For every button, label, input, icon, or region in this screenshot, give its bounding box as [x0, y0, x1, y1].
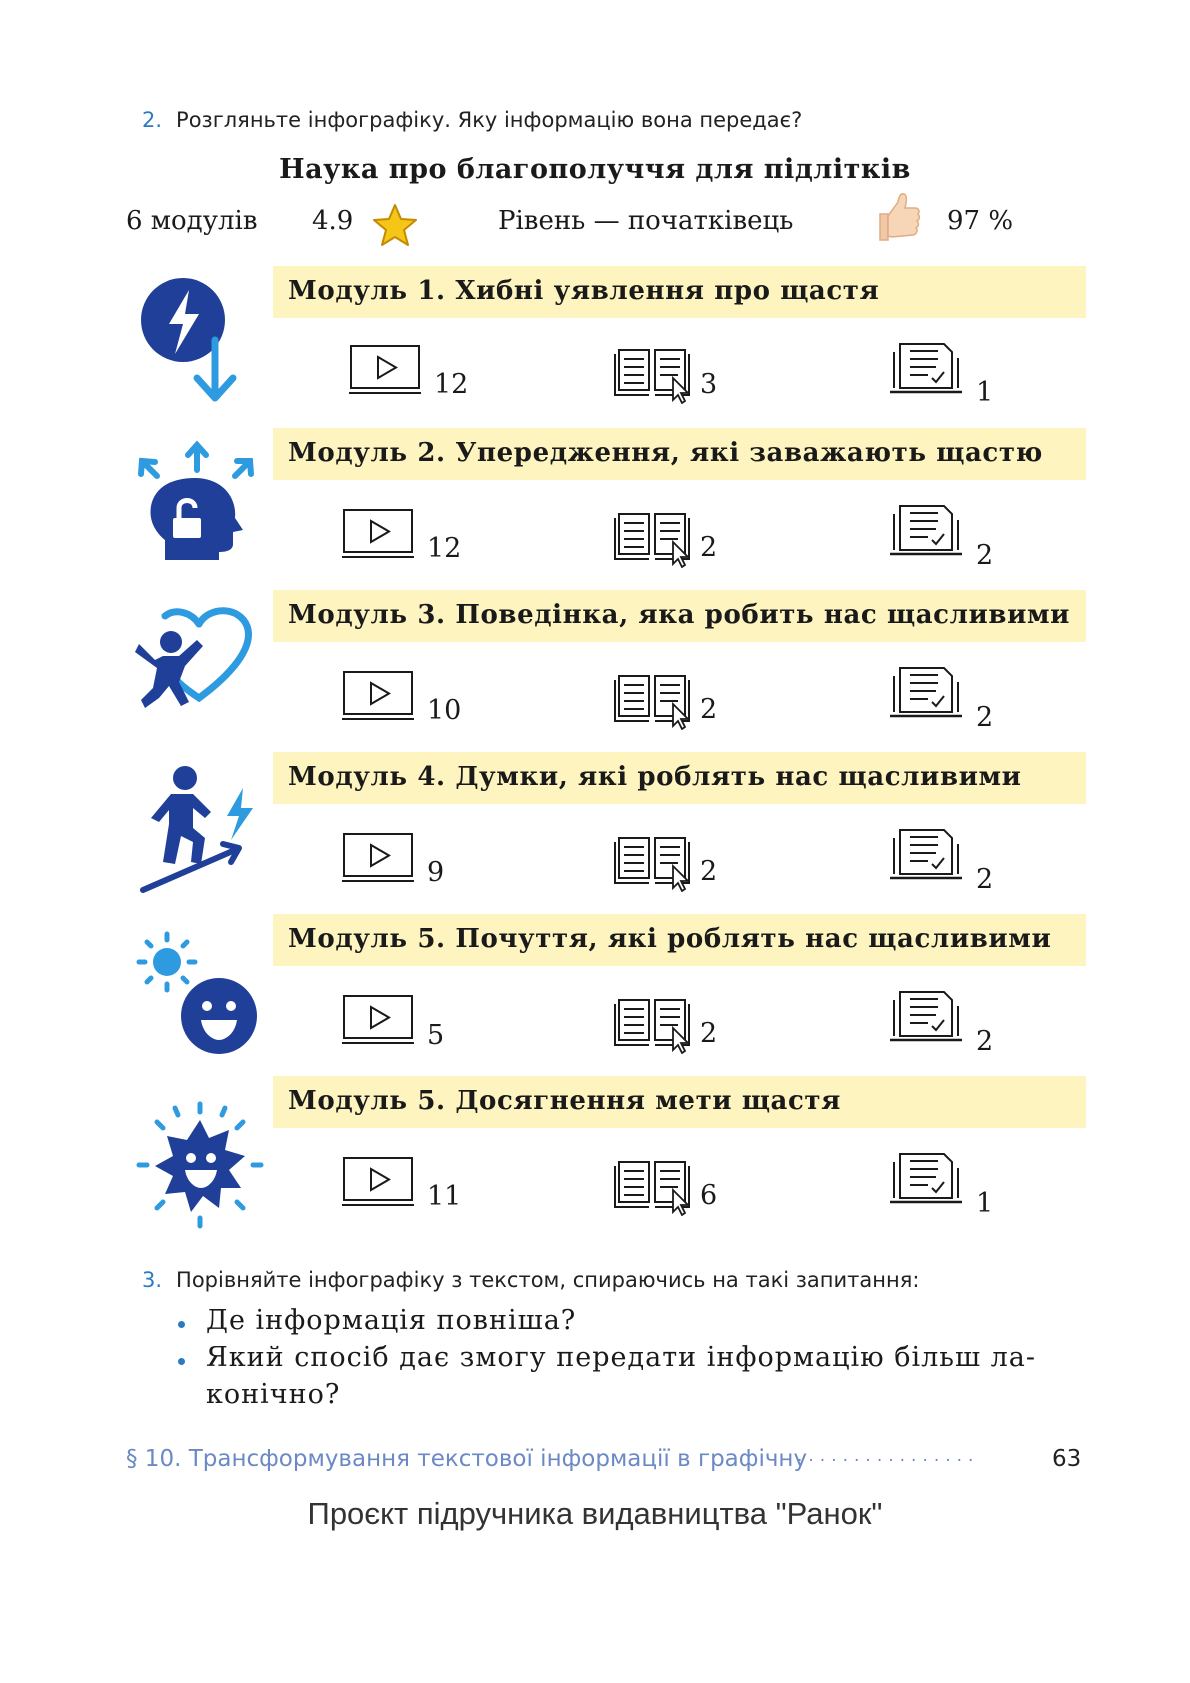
lightning-down-icon [135, 278, 265, 408]
test-icon [888, 1148, 966, 1210]
module-2-band [273, 428, 1086, 480]
module-1-band [273, 266, 1086, 318]
infographic-title: Наука про благополуччя для підлітків [279, 154, 911, 185]
video-count: 11 [427, 1181, 462, 1212]
test-count: 1 [976, 377, 994, 408]
page-number: 63 [1052, 1446, 1082, 1472]
task-number: 3. [142, 1268, 163, 1292]
rating-value: 4.9 [312, 206, 354, 236]
module-5-band [273, 914, 1086, 966]
video-count: 12 [427, 533, 462, 564]
level-text: Рівень — початківець [498, 206, 794, 236]
book-icon [613, 506, 691, 568]
question-2: Який спосіб дає змогу передати інформацію більш ла- [206, 1342, 1037, 1373]
video-icon [340, 992, 418, 1054]
dot-leader: ················ [797, 1451, 980, 1471]
video-icon [347, 342, 425, 404]
test-icon [888, 986, 966, 1048]
head-unlock-icon [135, 440, 265, 570]
video-icon [340, 506, 418, 568]
test-icon [888, 662, 966, 724]
test-count: 1 [976, 1188, 994, 1219]
approval-percent: 97 % [947, 206, 1014, 236]
video-icon [340, 830, 418, 892]
module-label: Модуль 5. Досягнення мети щастя [288, 1086, 841, 1116]
reading-count: 2 [700, 532, 718, 563]
climbing-person-icon [135, 764, 265, 894]
module-3-band [273, 590, 1086, 642]
book-icon [613, 1154, 691, 1216]
thumbs-up-icon [874, 190, 922, 244]
module-label: Модуль 3. Поведінка, яка робить нас щасливими [288, 600, 1071, 630]
module-4-band [273, 752, 1086, 804]
bullet [178, 1321, 185, 1328]
test-icon [888, 500, 966, 562]
task-text: Розгляньте інфографіку. Яку інформацію вона передає? [176, 108, 803, 132]
star-icon [371, 203, 419, 247]
happy-sun-icon [135, 1100, 265, 1230]
book-icon [613, 992, 691, 1054]
question-1: Де інформація повніша? [206, 1305, 577, 1336]
heart-person-icon [135, 602, 265, 732]
watermark-text: Проєкт підручника видавництва "Ранок" [307, 1496, 883, 1531]
test-icon [888, 824, 966, 886]
reading-count: 2 [700, 1018, 718, 1049]
bullet [178, 1358, 185, 1365]
module-label: Модуль 4. Думки, які роблять нас щасливими [288, 762, 1022, 792]
reading-count: 2 [700, 856, 718, 887]
sun-smile-icon [135, 926, 265, 1056]
modules-count: 6 модулів [126, 206, 258, 236]
test-count: 2 [976, 864, 994, 895]
test-count: 2 [976, 540, 994, 571]
question-2-continued: конічно? [206, 1379, 341, 1410]
module-label: Модуль 1. Хибні уявлення про щастя [288, 276, 880, 306]
task-text: Порівняйте інфографіку з текстом, спираючись на такі запитання: [176, 1268, 920, 1292]
test-icon [888, 338, 966, 400]
reading-count: 3 [700, 369, 718, 400]
task-3 [142, 1268, 919, 1292]
section-title: § 10. Трансформування текстової інформації в графічну [126, 1446, 808, 1472]
book-icon [613, 342, 691, 404]
task-number: 2. [142, 108, 163, 132]
video-count: 10 [427, 695, 462, 726]
test-count: 2 [976, 1026, 994, 1057]
book-icon [613, 668, 691, 730]
video-icon [340, 1154, 418, 1216]
reading-count: 2 [700, 694, 718, 725]
task-2 [142, 108, 802, 132]
video-count: 5 [427, 1020, 445, 1051]
book-icon [613, 830, 691, 892]
module-label: Модуль 5. Почуття, які роблять нас щасливими [288, 924, 1052, 954]
test-count: 2 [976, 702, 994, 733]
video-count: 12 [434, 369, 469, 400]
module-6-band [273, 1076, 1086, 1128]
video-count: 9 [427, 857, 445, 888]
video-icon [340, 668, 418, 730]
reading-count: 6 [700, 1180, 718, 1211]
module-label: Модуль 2. Упередження, які заважають щастю [288, 438, 1043, 468]
